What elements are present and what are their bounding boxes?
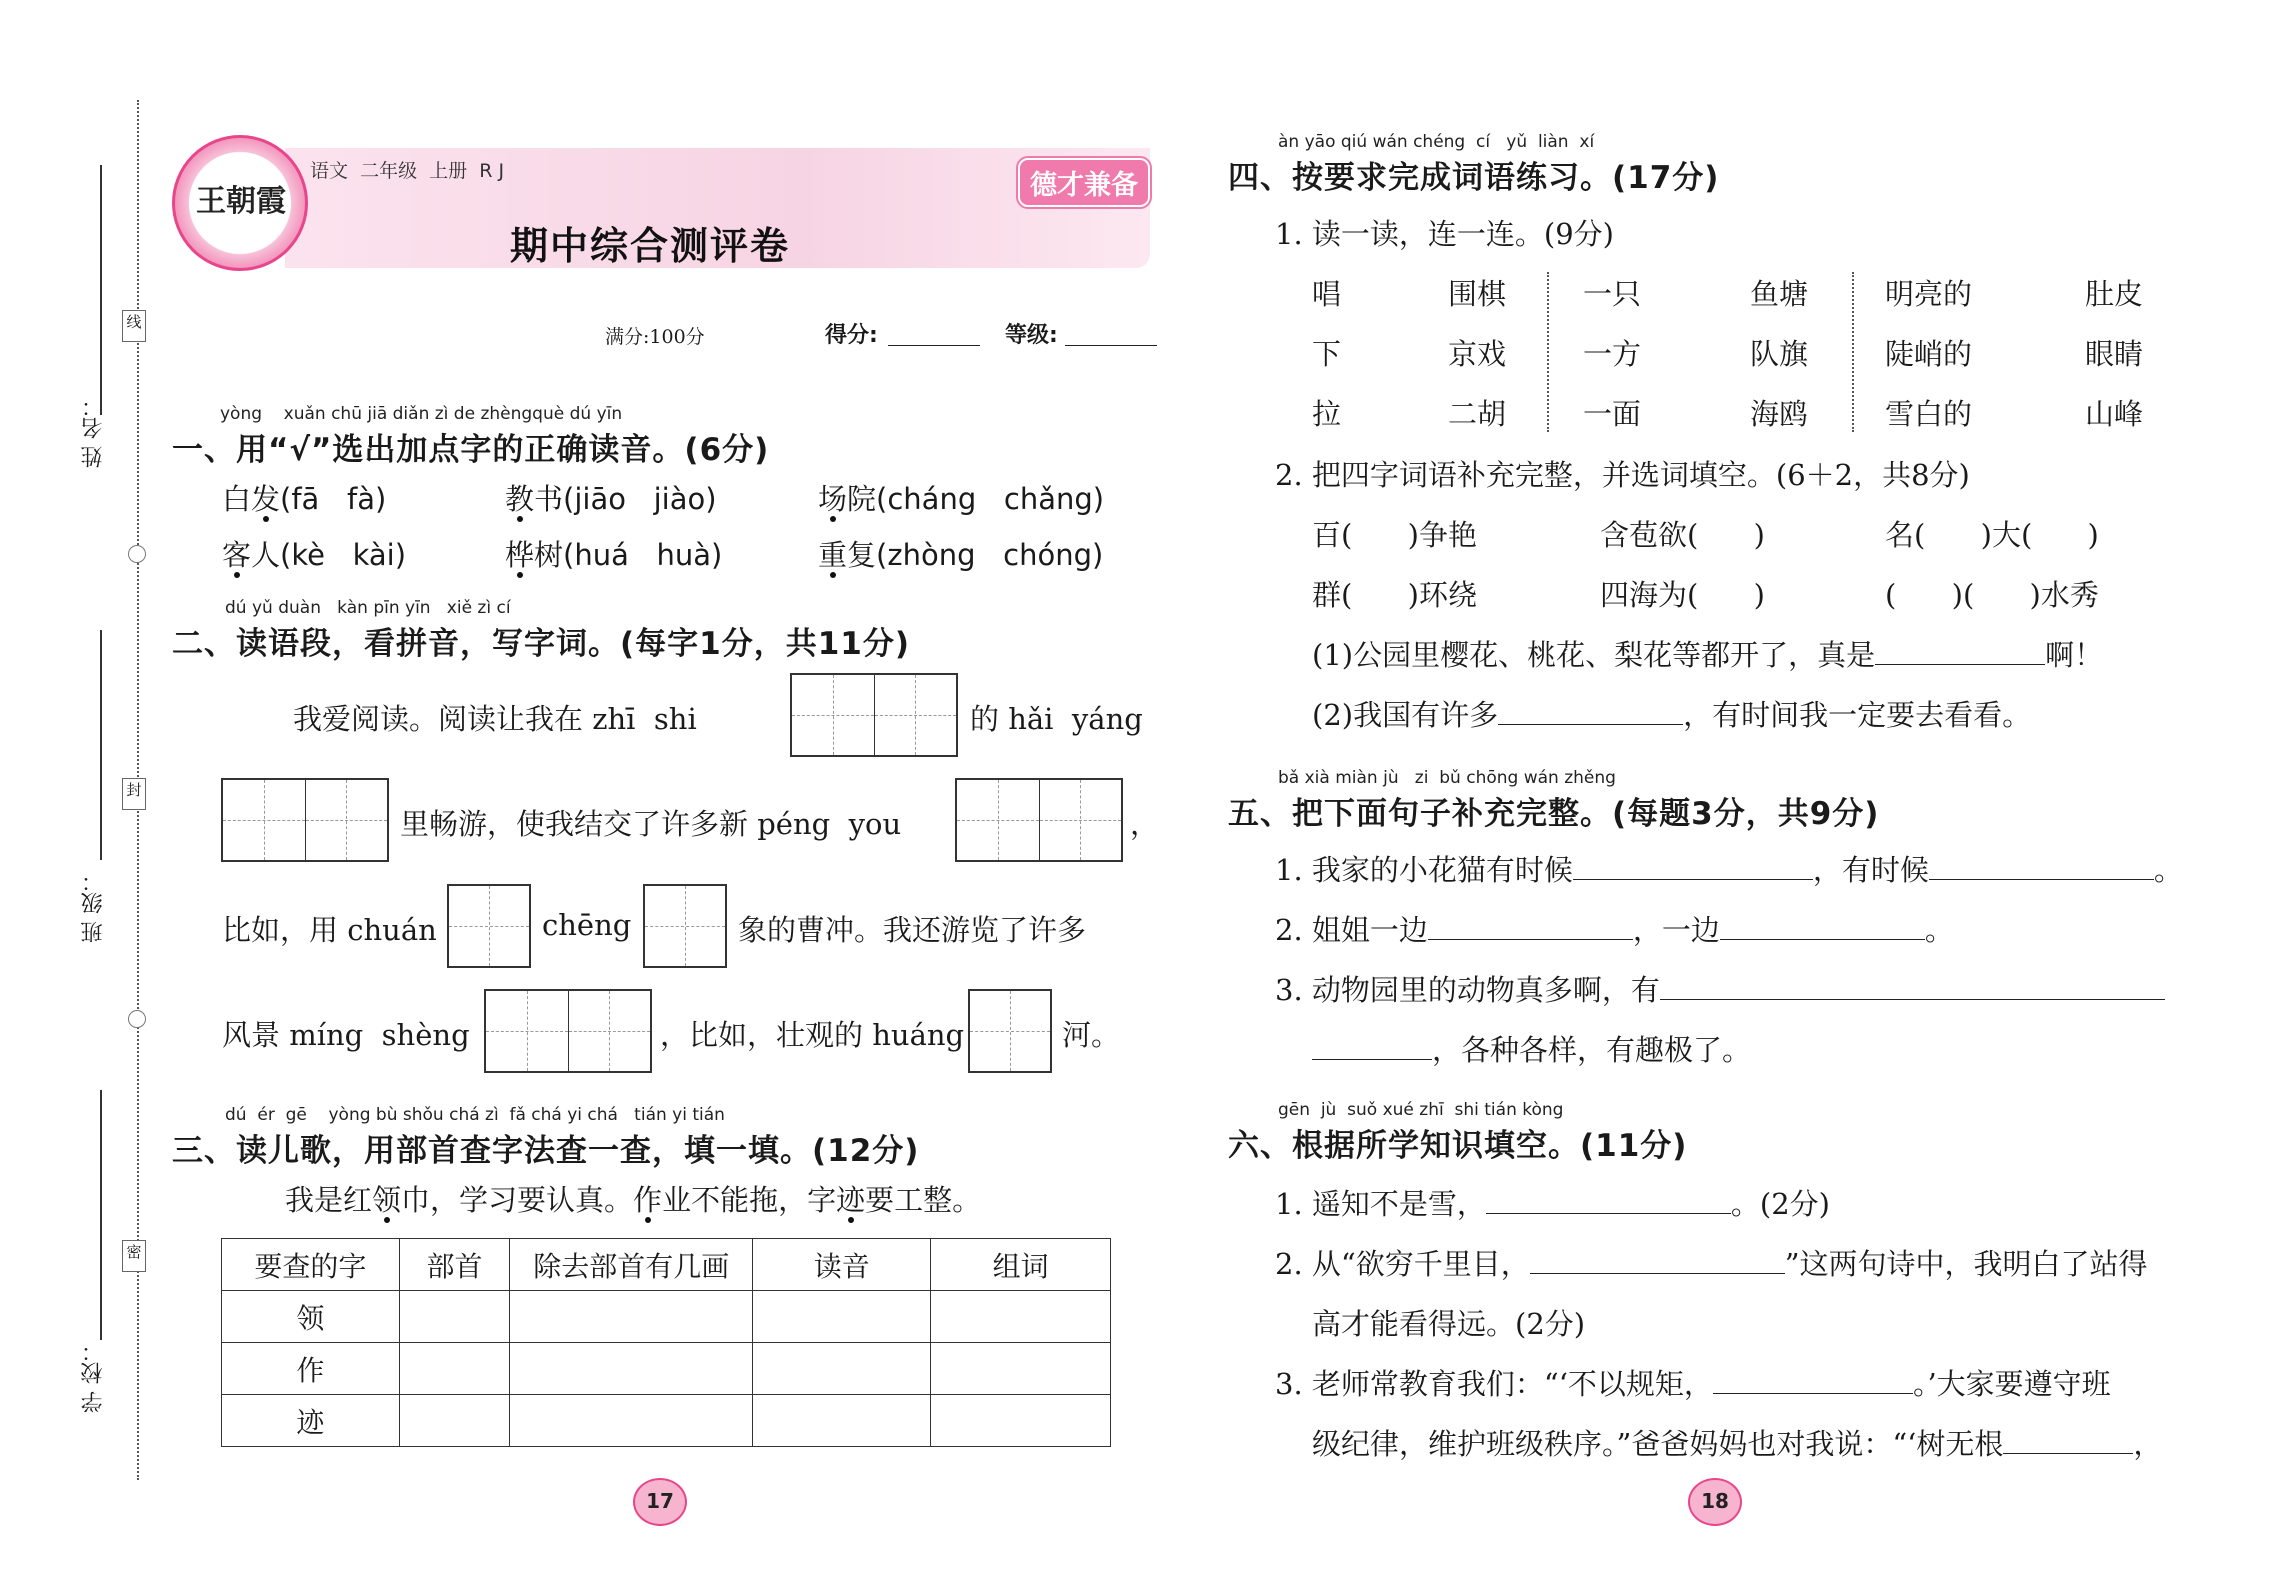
- s4-g1-right-3: 二胡: [1448, 397, 1507, 431]
- s1-item-1: 白发(fā fà): [222, 482, 387, 516]
- section6-pinyin: gēn jù suǒ xué zhī shi tián kòng: [1278, 1100, 1564, 1120]
- s4-idiom-3: 名( )大( ): [1885, 518, 2099, 552]
- table-header: 组词: [931, 1239, 1111, 1291]
- s4-q1: 1. 读一读，连一连。(9分): [1275, 217, 1614, 251]
- s2-line3-b: chēng: [542, 908, 632, 942]
- s4-g2-left-2: 一方: [1583, 337, 1642, 371]
- group-divider: [1547, 272, 1549, 432]
- table-row: [222, 1291, 1111, 1343]
- s2-line4-b: ，比如，壮观的 huáng: [660, 1018, 965, 1052]
- s4-g1-right-2: 京戏: [1448, 337, 1507, 371]
- s6-fill-1: 1. 遥知不是雪， 。(2分): [1275, 1187, 1830, 1221]
- page-number-left-badge: [633, 1478, 687, 1526]
- s2-line3-a: 比如，用 chuán: [222, 913, 437, 947]
- tian-grid-zhishi[interactable]: [790, 673, 958, 757]
- table-cell-blank[interactable]: [510, 1343, 753, 1395]
- answer-blank[interactable]: [1720, 938, 1925, 940]
- table-header: 要查的字: [222, 1239, 400, 1291]
- table-row: [222, 1343, 1111, 1395]
- s4-q2: 2. 把四字词语补充完整，并选词填空。(6＋2，共8分): [1275, 458, 1970, 492]
- table-cell-blank[interactable]: [399, 1395, 509, 1447]
- s4-g3-right-3: 山峰: [2085, 397, 2144, 431]
- s1-item-5: 桦树(huá huà): [505, 538, 723, 572]
- table-cell-blank[interactable]: [931, 1343, 1111, 1395]
- s4-g2-right-1: 鱼塘: [1750, 277, 1809, 311]
- s6-fill-2: 2. 从“欲穷千里目， ”这两句诗中，我明白了站得: [1275, 1247, 2148, 1281]
- radical-lookup-table: [221, 1238, 1111, 1447]
- grade-label: 等级:: [1005, 323, 1058, 348]
- table-cell-blank[interactable]: [399, 1343, 509, 1395]
- section3-heading: 三、读儿歌，用部首查字法查一查，填一填。(12分): [172, 1133, 920, 1169]
- s5-sentence-2: 2. 姐姐一边 ，一边 。: [1275, 913, 1954, 947]
- s4-g2-right-2: 队旗: [1750, 337, 1809, 371]
- s6-fill-3-cont: 级纪律，维护班级秩序。”爸爸妈妈也对我说：“‘树无根 ，: [1312, 1427, 2163, 1461]
- s2-line1-b: 的 hǎi yáng: [970, 702, 1143, 736]
- table-cell-char: 迹: [222, 1395, 400, 1447]
- seal-mark-xian: 线: [122, 310, 146, 342]
- section1-pinyin: yòng xuǎn chū jiā diǎn zì de zhèngquè dú yīn: [220, 404, 623, 424]
- table-cell-blank[interactable]: [753, 1395, 931, 1447]
- answer-blank[interactable]: [1573, 878, 1813, 880]
- s3-rhyme: 我是红领巾，学习要认真。作业不能拖，字迹要工整。: [285, 1183, 982, 1217]
- seal-mark-feng: 封: [122, 778, 146, 810]
- section5-heading: 五、把下面句子补充完整。(每题3分，共9分): [1228, 796, 1880, 832]
- s4-idiom-5: 四海为( ): [1600, 578, 1765, 612]
- page-number-right-badge: [1688, 1478, 1742, 1526]
- s4-g1-left-3: 拉: [1312, 397, 1342, 431]
- name-label: 姓 名：: [81, 395, 106, 468]
- school-label: 学 校：: [81, 1340, 106, 1413]
- page-number-left: 17: [646, 1489, 674, 1513]
- class-underline: [100, 630, 102, 860]
- seal-mark-mi: 密: [122, 1240, 146, 1272]
- group-divider: [1852, 272, 1854, 432]
- s4-g2-left-1: 一只: [1583, 277, 1642, 311]
- s2-line1-a: 我爱阅读。阅读让我在 zhī shi: [293, 702, 697, 736]
- s4-g2-left-3: 一面: [1583, 397, 1642, 431]
- table-cell-blank[interactable]: [931, 1291, 1111, 1343]
- answer-blank[interactable]: [1929, 878, 2154, 880]
- s6-fill-2-cont: 高才能看得远。(2分): [1312, 1307, 1586, 1341]
- table-cell-blank[interactable]: [931, 1395, 1111, 1447]
- logo-text: 王朝霞: [196, 184, 286, 219]
- answer-blank[interactable]: [1312, 1058, 1432, 1060]
- answer-blank[interactable]: [1530, 1272, 1785, 1274]
- answer-blank[interactable]: [1713, 1392, 1913, 1394]
- table-header: 除去部首有几画: [510, 1239, 753, 1291]
- tian-grid-mingsheng[interactable]: [484, 989, 652, 1073]
- s1-item-6: 重复(zhòng chóng): [818, 538, 1104, 572]
- s6-fill-3: 3. 老师常教育我们：“‘不以规矩， 。’大家要遵守班: [1275, 1367, 2111, 1401]
- s1-item-4: 客人(kè kài): [222, 538, 407, 572]
- class-label: 班 级：: [81, 870, 106, 943]
- section5-pinyin: bǎ xià miàn jù zi bǔ chōng wán zhěng: [1278, 768, 1616, 788]
- section3-pinyin: dú ér gē yòng bù shǒu chá zì fǎ chá yi chá tián yi tián: [225, 1105, 725, 1125]
- table-cell-blank[interactable]: [510, 1395, 753, 1447]
- s4-g3-left-1: 明亮的: [1885, 277, 1973, 311]
- binding-hole: [128, 545, 146, 563]
- page-title: 期中综合测评卷: [510, 224, 791, 268]
- page-number-right: 18: [1701, 1489, 1729, 1513]
- table-cell-blank[interactable]: [753, 1343, 931, 1395]
- table-cell-char: 领: [222, 1291, 400, 1343]
- s4-fill-1: (1)公园里樱花、桃花、梨花等都开了，真是 啊！: [1312, 638, 2104, 672]
- table-cell-blank[interactable]: [510, 1291, 753, 1343]
- tian-grid-haiyang[interactable]: [221, 778, 389, 862]
- s2-line2-b: ，: [1130, 807, 1160, 841]
- logo-seal: [172, 135, 308, 271]
- s1-item-3: 场院(cháng chǎng): [818, 482, 1105, 516]
- answer-blank[interactable]: [1875, 663, 2045, 665]
- tian-grid-huang[interactable]: [968, 989, 1052, 1073]
- s1-item-2: 教书(jiāo jiào): [505, 482, 717, 516]
- s5-sentence-3: 3. 动物园里的动物真多啊，有: [1275, 968, 2165, 1009]
- table-cell-blank[interactable]: [753, 1291, 931, 1343]
- s4-g3-left-3: 雪白的: [1885, 397, 1973, 431]
- badge-decai: 德才兼备: [1018, 158, 1150, 207]
- s4-g1-left-1: 唱: [1312, 277, 1342, 311]
- full-score: 满分:100分: [605, 326, 705, 348]
- section2-heading: 二、读语段，看拼音，写字词。(每字1分，共11分): [172, 626, 911, 662]
- s5-sentence-3-cont: ，各种各样，有趣极了。: [1312, 1028, 1751, 1069]
- s2-line4-a: 风景 míng shèng: [222, 1018, 470, 1052]
- section1-heading: 一、用“√”选出加点字的正确读音。(6分): [172, 432, 770, 468]
- name-underline: [100, 165, 102, 415]
- s4-g2-right-3: 海鸥: [1750, 397, 1809, 431]
- table-header: 部首: [399, 1239, 509, 1291]
- binding-hole: [128, 1010, 146, 1028]
- s4-idiom-1: 百( )争艳: [1312, 518, 1477, 552]
- answer-blank[interactable]: [1498, 723, 1683, 725]
- tian-grid-chuan[interactable]: [447, 884, 531, 968]
- s4-g3-left-2: 陡峭的: [1885, 337, 1973, 371]
- s4-g1-right-1: 围棋: [1448, 277, 1507, 311]
- table-header: 读音: [753, 1239, 931, 1291]
- s4-idiom-6: ( )( )水秀: [1885, 578, 2099, 612]
- s5-sentence-1: 1. 我家的小花猫有时候 ，有时候 。: [1275, 853, 2183, 887]
- s2-line4-c: 河。: [1062, 1018, 1121, 1052]
- table-cell-char: 作: [222, 1343, 400, 1395]
- subject-line: 语文 二年级 上册 R J: [310, 160, 505, 182]
- tian-grid-pengyou[interactable]: [955, 778, 1123, 862]
- s2-line3-c: 象的曹冲。我还游览了许多: [738, 913, 1087, 947]
- answer-blank[interactable]: [1660, 998, 2165, 1000]
- s4-g1-left-2: 下: [1312, 337, 1342, 371]
- section4-heading: 四、按要求完成词语练习。(17分): [1228, 160, 1720, 196]
- answer-blank[interactable]: [1486, 1212, 1731, 1214]
- section6-heading: 六、根据所学知识填空。(11分): [1228, 1128, 1688, 1164]
- table-header-row: [222, 1239, 1111, 1291]
- score-blank[interactable]: [888, 345, 980, 346]
- s4-g3-right-2: 眼睛: [2085, 337, 2144, 371]
- s4-idiom-2: 含苞欲( ): [1600, 518, 1765, 552]
- table-row: [222, 1395, 1111, 1447]
- s4-g3-right-1: 肚皮: [2085, 277, 2144, 311]
- answer-blank[interactable]: [1428, 938, 1633, 940]
- s2-line2-a: 里畅游，使我结交了许多新 péng you: [400, 807, 902, 841]
- section2-pinyin: dú yǔ duàn kàn pīn yīn xiě zì cí: [225, 598, 511, 618]
- s4-fill-2: (2)我国有许多 ，有时间我一定要去看看。: [1312, 698, 2032, 732]
- tian-grid-cheng[interactable]: [643, 884, 727, 968]
- answer-blank[interactable]: [2003, 1452, 2133, 1454]
- table-cell-blank[interactable]: [399, 1291, 509, 1343]
- s4-idiom-4: 群( )环绕: [1312, 578, 1477, 612]
- school-underline: [100, 1090, 102, 1340]
- grade-blank[interactable]: [1065, 345, 1157, 346]
- score-label: 得分:: [825, 323, 878, 348]
- section4-pinyin: àn yāo qiú wán chéng cí yǔ liàn xí: [1278, 132, 1595, 152]
